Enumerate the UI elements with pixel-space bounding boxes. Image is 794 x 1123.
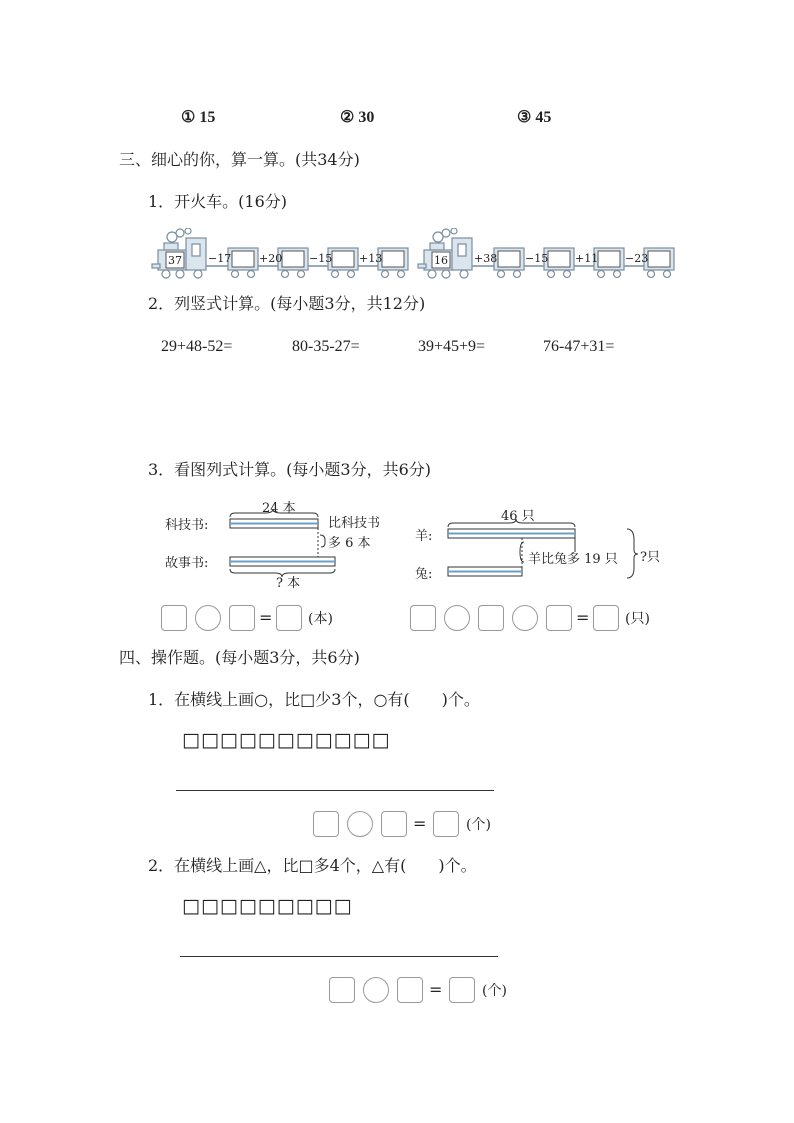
equals-sign: = (259, 608, 273, 627)
train-2 (414, 228, 679, 280)
answer-box[interactable] (161, 605, 187, 631)
choice-2: ② 30 (340, 109, 375, 126)
train2-start: 16 (434, 254, 448, 267)
drawing-line[interactable] (176, 790, 494, 791)
train2-op: −23 (625, 252, 649, 265)
unit-label: (只) (625, 611, 650, 627)
train-1 (148, 228, 413, 280)
train1-start: 37 (168, 254, 182, 267)
svg-text:多 6 本: 多 6 本 (328, 536, 371, 551)
operator-circle[interactable] (444, 605, 470, 631)
answer-box[interactable] (433, 811, 459, 837)
train2-op: −15 (525, 252, 549, 265)
books-diagram (165, 495, 405, 595)
choice-1: ① 15 (181, 109, 216, 126)
svg-text:46 只: 46 只 (501, 509, 535, 524)
svg-text:羊:: 羊: (415, 529, 433, 544)
section4-title: 四、操作题。(每小题3分，共6分) (119, 648, 360, 667)
svg-text:羊比兔多 19 只: 羊比兔多 19 只 (528, 552, 618, 567)
answer-box[interactable] (276, 605, 302, 631)
answer-box[interactable] (229, 605, 255, 631)
answer-box[interactable] (593, 605, 619, 631)
train2-op: +11 (575, 252, 599, 265)
answer-box[interactable] (449, 977, 475, 1003)
unit-label: (个) (466, 817, 491, 833)
svg-text:比科技书: 比科技书 (328, 516, 381, 531)
svg-text:科技书:: 科技书: (165, 518, 209, 533)
answer-box[interactable] (410, 605, 436, 631)
squares-row: □□□□□□□□□ (182, 895, 353, 917)
q2-label: 2．列竖式计算。(每小题3分，共12分) (148, 294, 426, 313)
animals-diagram (412, 502, 672, 592)
section3-title: 三、细心的你，算一算。(共34分) (119, 150, 360, 169)
squares-row: □□□□□□□□□□□ (182, 729, 391, 751)
answer-box[interactable] (478, 605, 504, 631)
equals-sign: = (576, 608, 590, 627)
answer-box[interactable] (397, 977, 423, 1003)
svg-text:兔:: 兔: (415, 567, 433, 582)
unit-label: (个) (482, 983, 507, 999)
equals-sign: = (429, 980, 443, 999)
operator-circle[interactable] (195, 605, 221, 631)
answer-box[interactable] (381, 811, 407, 837)
s4-q1-label: 1．在横线上画○，比□少3个，○有( )个。 (148, 690, 480, 709)
svg-text:? 本: ? 本 (276, 576, 301, 591)
answer-box[interactable] (329, 977, 355, 1003)
choice-3: ③ 45 (517, 109, 552, 126)
drawing-line[interactable] (180, 956, 498, 957)
operator-circle[interactable] (363, 977, 389, 1003)
q3-label: 3．看图列式计算。(每小题3分，共6分) (148, 460, 432, 479)
operator-circle[interactable] (347, 811, 373, 837)
unit-label: (本) (308, 611, 333, 627)
train1-op: −17 (208, 252, 232, 265)
train1-op: −15 (309, 252, 333, 265)
answer-box[interactable] (546, 605, 572, 631)
calc-item: 76-47+31= (543, 338, 615, 355)
q1-label: 1．开火车。(16分) (148, 192, 288, 211)
calc-item: 39+45+9= (418, 338, 486, 355)
train1-op: +20 (259, 252, 283, 265)
svg-text:24 本: 24 本 (262, 501, 296, 516)
operator-circle[interactable] (512, 605, 538, 631)
answer-box[interactable] (313, 811, 339, 837)
train1-op: +13 (359, 252, 383, 265)
calc-item: 80-35-27= (292, 338, 360, 355)
equals-sign: = (413, 814, 427, 833)
train2-op: +38 (474, 252, 498, 265)
svg-text:故事书:: 故事书: (165, 556, 209, 571)
svg-text:?只: ?只 (640, 550, 660, 565)
s4-q2-label: 2．在横线上画△，比□多4个，△有( )个。 (148, 856, 477, 875)
calc-item: 29+48-52= (161, 338, 233, 355)
